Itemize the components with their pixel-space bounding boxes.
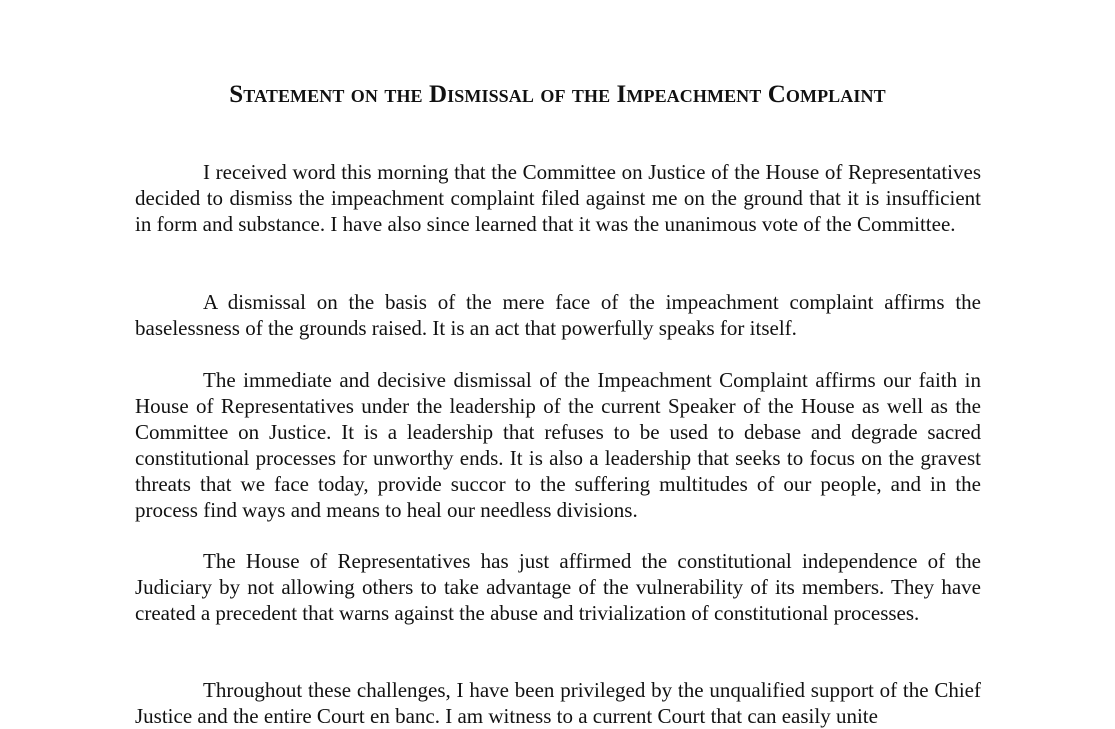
paragraph: A dismissal on the basis of the mere face of the impeachment complaint affirms the baselessness of the grounds raised. It is an act that powerfully speaks for itself.: [135, 290, 981, 340]
paragraph: The immediate and decisive dismissal of the Impeachment Complaint affirms our faith in House of Representatives under the leadership of the current Speaker of the House as well as the Committee on Justice. It is a leadership that refuses to be used to debase and degrade sacred constitutional processes for unworthy ends. It is also a leadership that seeks to focus on the gravest threats that we face today, provide succor to the suffering multitudes of our people, and in the process find ways and means to heal our needless divisions.: [135, 368, 981, 522]
paragraph: Throughout these challenges, I have been privileged by the unqualified support of the Chief Justice and the entire Court en banc. I am witness to a current Court that can easily unite: [135, 678, 981, 728]
document-title: Statement on the Dismissal of the Impeachment Complaint: [229, 81, 886, 108]
paragraph: The House of Representatives has just affirmed the constitutional independence of the Judiciary by not allowing others to take advantage of the vulnerability of its members. They have created a precedent that warns against the abuse and trivialization of constitutional processes.: [135, 549, 981, 625]
paragraph: I received word this morning that the Committee on Justice of the House of Representatives decided to dismiss the impeachment complaint filed against me on the ground that it is insufficient in form and substance. I have also since learned that it was the unanimous vote of the Committee.: [135, 160, 981, 236]
